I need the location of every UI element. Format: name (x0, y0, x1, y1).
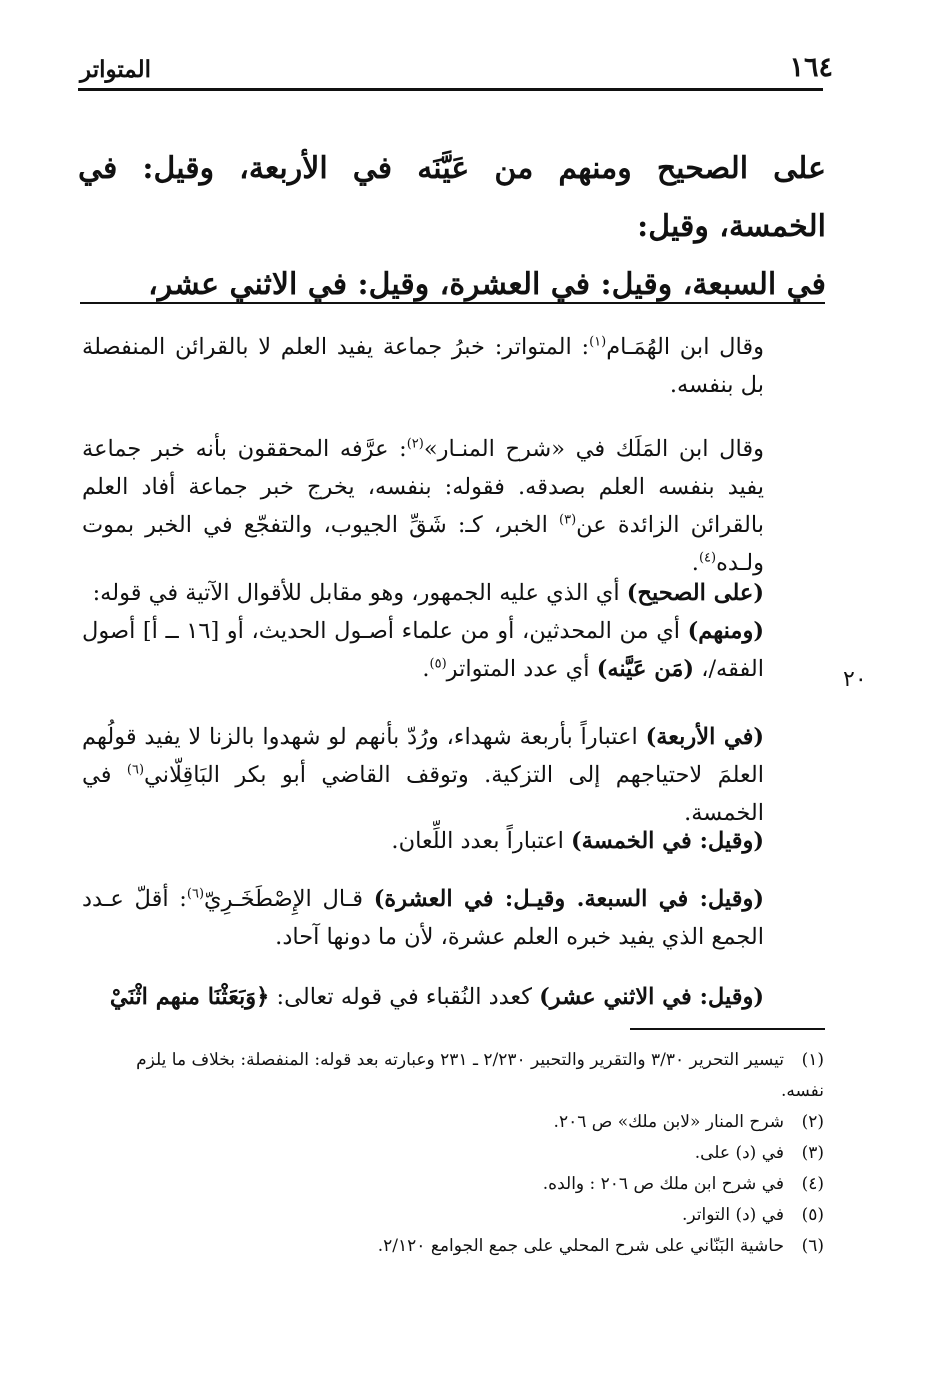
quoted-matn: (وقيل: في السبعة. وقيـل: في العشرة) (373, 886, 764, 912)
margin-line-number: ٢٠ (843, 667, 867, 692)
text: أي عدد المتواتر (446, 656, 597, 682)
footnote-item (82, 1200, 824, 1231)
text: : أقلّ عـدد الجمع الذي يفيد خبره العلم عشرة، لأن ما دونها آحاد. (82, 886, 764, 950)
text: قـال الإِصْطَخَـرِيّ (204, 886, 374, 912)
running-title: المتواتر (80, 56, 151, 83)
footnote-number: (٣) (801, 1143, 824, 1163)
footnote-item (82, 1107, 824, 1138)
footnote-text: تيسير التحرير ٣/٣٠ والتقرير والتحبير ٢/٢٣٠ ـ ٢٣١ وعبارته بعد قوله: المنفصلة: بخلاف ما يلزم (136, 1050, 784, 1070)
footnote-ref[interactable]: (١) (589, 334, 607, 350)
footnote-item (82, 1138, 824, 1169)
commentary-paragraph (82, 328, 824, 404)
footnote-continuation: نفسه. (780, 1081, 824, 1101)
commentary-paragraph (82, 822, 824, 860)
footnote-text: شرح المنار «لابن ملك» ص ٢٠٦. (553, 1112, 784, 1132)
footnote-ref[interactable]: (٦) (186, 886, 205, 902)
quoted-matn: (ومنهم) (687, 618, 764, 644)
footnote-item (82, 1231, 824, 1262)
footnote-ref[interactable]: (٥) (429, 656, 447, 672)
footnote-text: في شرح ابن ملك ص ٢٠٦ : والده. (542, 1174, 784, 1194)
text: . (691, 550, 699, 576)
text: أي الذي عليه الجمهور، وهو مقابل للأقوال الآتية في قوله: (92, 580, 627, 606)
footnote-separator (630, 1028, 825, 1030)
commentary-paragraph (82, 574, 824, 688)
quoted-matn: (في الأربعة) (645, 724, 764, 750)
main-text (78, 140, 826, 314)
commentary-paragraph (82, 718, 824, 832)
footnote-item (82, 1169, 824, 1200)
footnote-number: (٦) (801, 1236, 824, 1256)
quoted-matn: (مَن عَيَّنه) (596, 656, 695, 682)
footnote-ref[interactable]: (٣) (559, 512, 577, 528)
footnote-ref[interactable]: (٢) (406, 436, 424, 452)
footnote-text: في (د) التواتر. (682, 1205, 784, 1225)
commentary-paragraph (82, 880, 824, 956)
footnote-number: (١) (801, 1050, 824, 1070)
text: . (422, 656, 430, 682)
footnote-text: في (د) على. (694, 1143, 784, 1163)
footnote-ref[interactable]: (٦) (126, 762, 145, 778)
quoted-matn: (وقيل: في الخمسة) (571, 828, 764, 854)
text: أي من المحدثين، أو من علماء أصـول الحديث، أو [١٦ ــ أ] أصول الفقه/، (82, 618, 764, 682)
quoted-matn: (على الصحيح) (626, 580, 764, 606)
footnote-ref[interactable]: (٤) (698, 550, 717, 566)
text: : المتواتر: خبرُ جماعة يفيد العلم لا بالقرائن المنفصلة بل بنفسه. (82, 334, 764, 398)
footnote-text: حاشية البَنّاني على شرح المحلي على جمع الجوامع ٢/١٢٠. (377, 1236, 784, 1256)
footnote-number: (٤) (801, 1174, 824, 1194)
footnote-item (82, 1045, 824, 1076)
section-separator (80, 302, 825, 304)
text: وقال ابن المَلَك في «شرح المنـار» (423, 436, 764, 462)
text: وقال ابن الهُمَـام (606, 334, 765, 360)
text: في الخمسة. (82, 762, 764, 826)
commentary-paragraph (82, 978, 824, 1016)
page-number: ١٦٤ (789, 52, 833, 83)
text: اعتباراً بعدد اللِّعان. (391, 828, 571, 854)
text: كعدد النُقباء في قوله تعالى: (269, 984, 540, 1010)
main-text-line: على الصحيح ومنهم من عَيَّنَه في الأربعة، وقيل: في الخمسة، وقيل: (78, 151, 826, 244)
main-text-line: في السبعة، وقيل: في العشرة، وقيل: في الاثني عشر، (148, 267, 826, 302)
footnote-number: (٢) (801, 1112, 824, 1132)
text: : عرَّفه المحققون بأنه خبر جماعة يفيد بنفسه العلم بصدقه. فقوله: بنفسه، يخرج خبر جماعة أفاد العلم بالقرائن الزائدة عن (82, 436, 764, 538)
quran-quote: ﴿وَبَعَثْنَا منهم اثْنَيْ (109, 984, 270, 1010)
quoted-matn: (وقيل: في الاثني عشر) (539, 984, 764, 1010)
text: الخبر، كـ: شَقِّ الجيوب، والتفجّع في الخبر بموت ولـده (82, 512, 764, 576)
text: اعتباراً بأربعة شهداء، ورُدّ بأنهم لو شهدوا بالزنا لا يفيد قولُهم العلمَ لاحتياجهم إلى التزكية. وتوقف القاضي أبو بكر البَاقِلّاني (82, 724, 765, 788)
commentary-paragraph (82, 430, 824, 582)
footnote-number: (٥) (801, 1205, 824, 1225)
header-rule (78, 88, 823, 91)
footnotes (82, 1045, 824, 1262)
